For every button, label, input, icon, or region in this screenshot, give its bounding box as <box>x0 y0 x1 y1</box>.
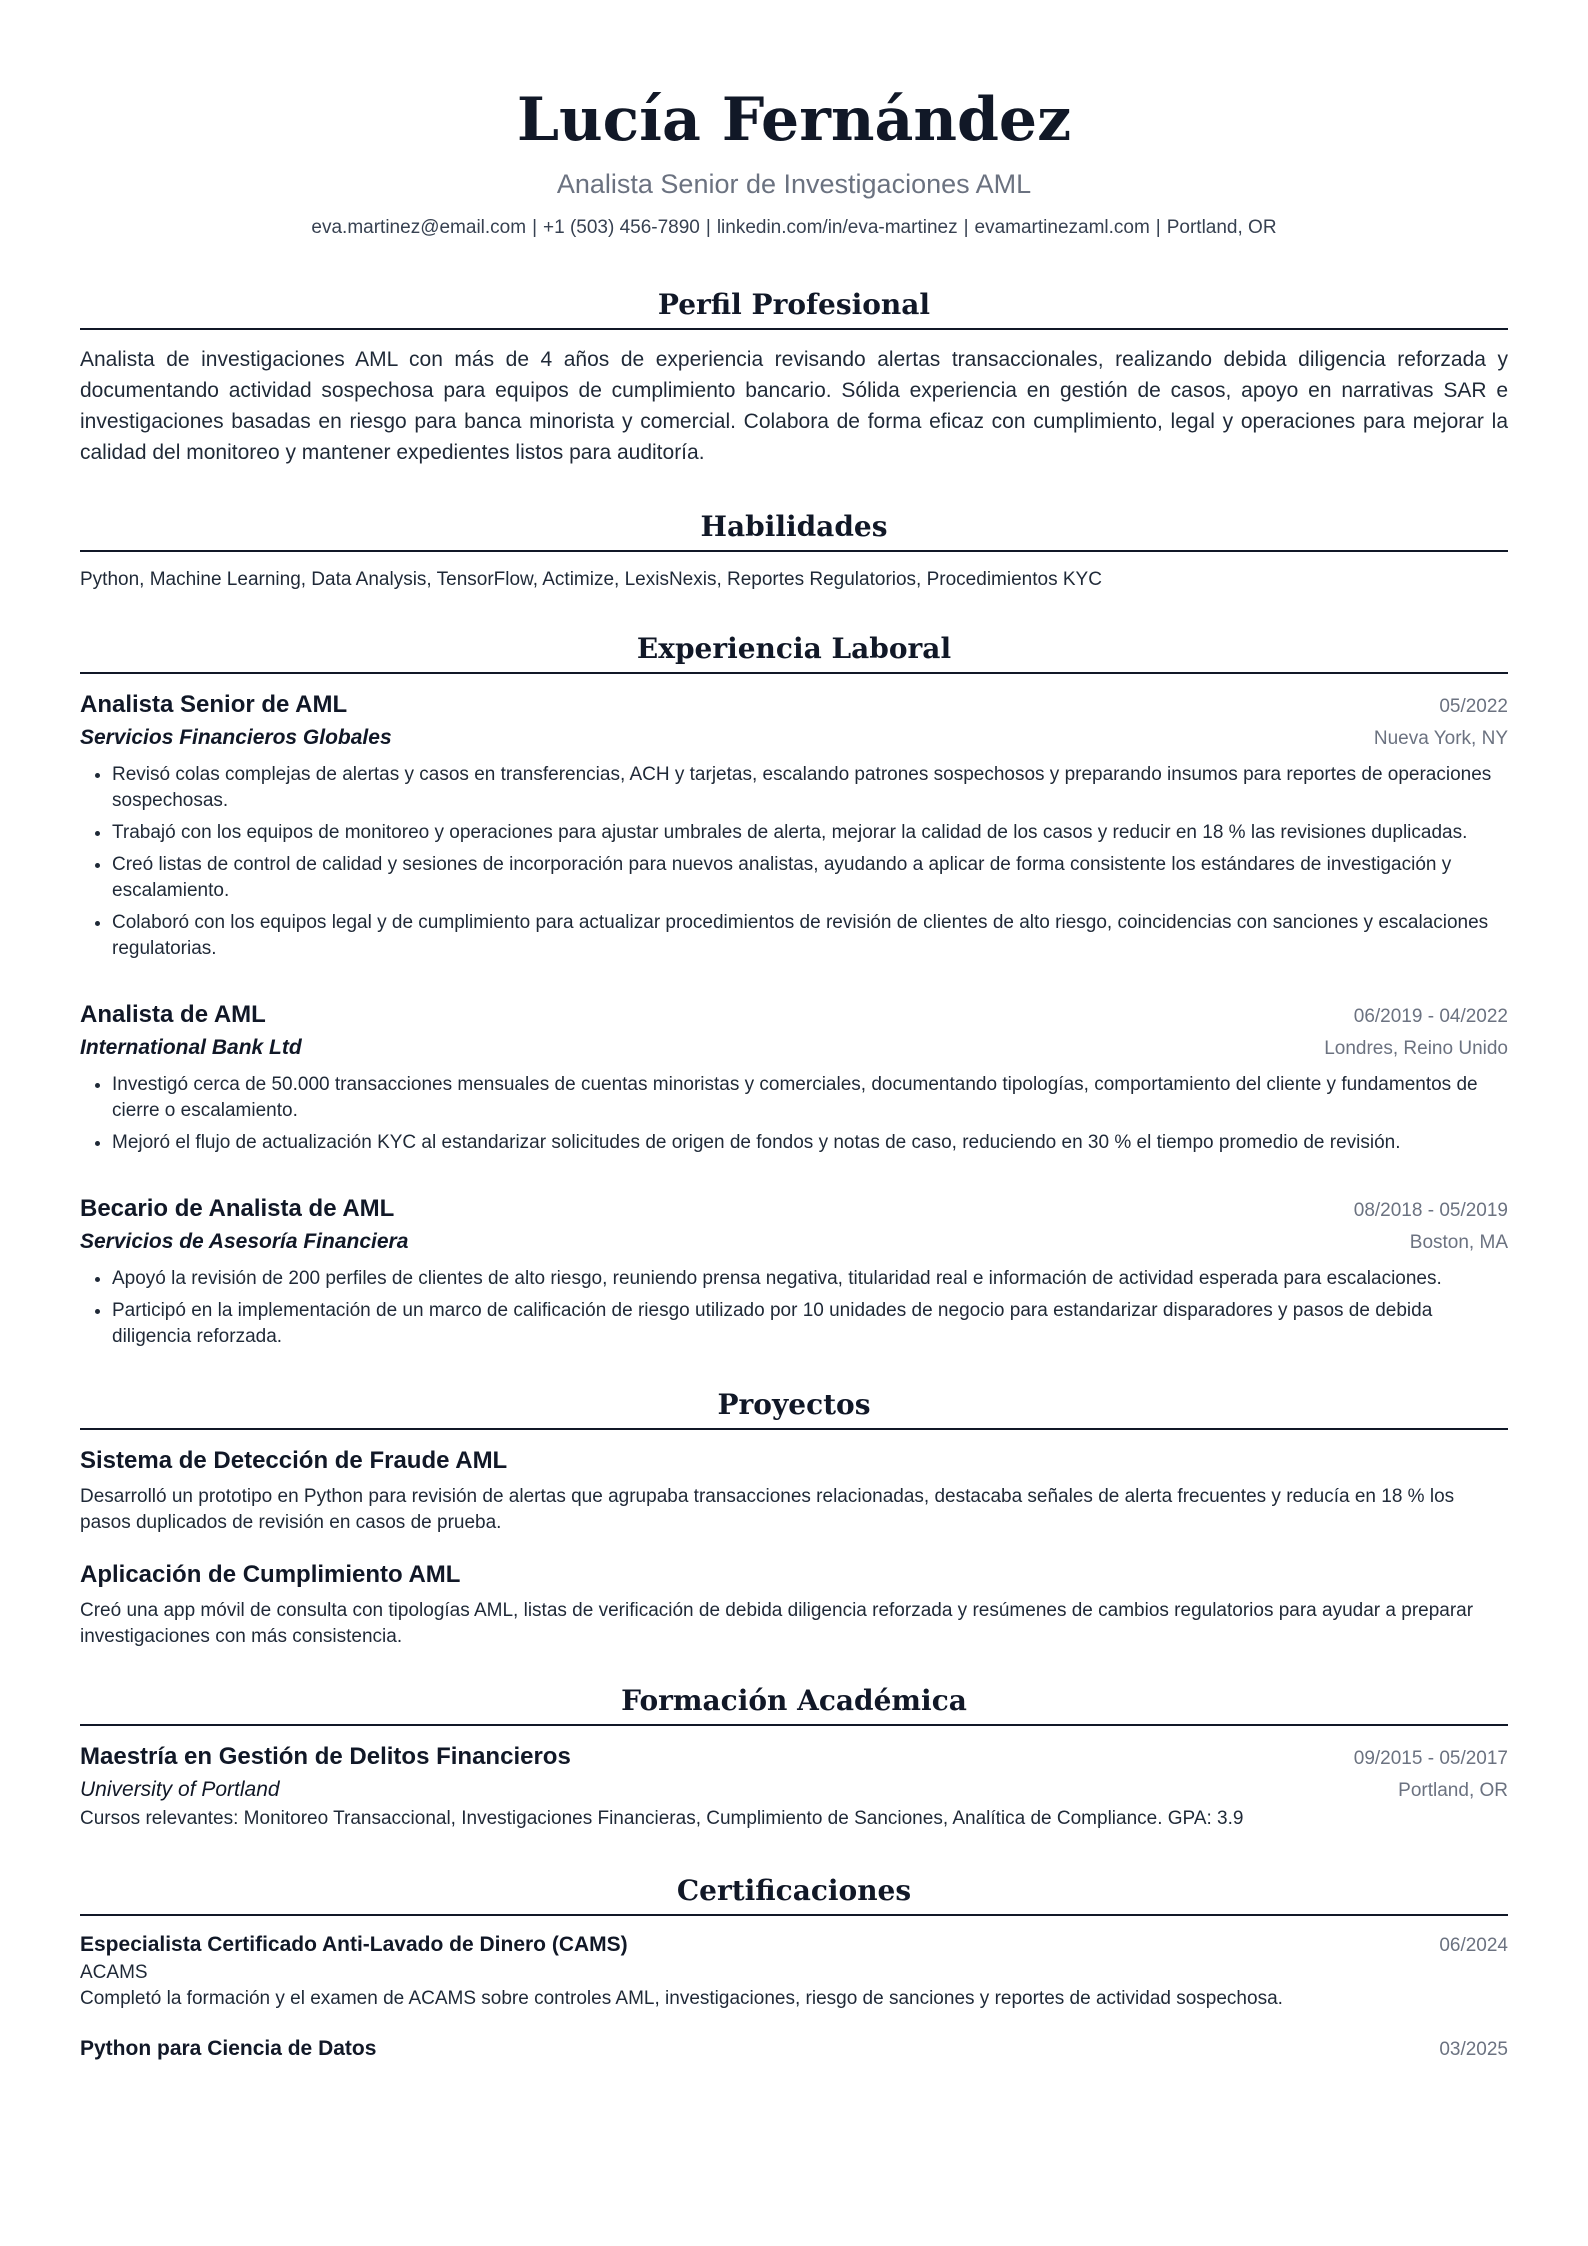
job-location: Nueva York, NY <box>1373 728 1508 749</box>
section-heading-skills: Habilidades <box>80 508 1508 552</box>
job-bullets <box>80 1072 1508 1156</box>
contact-email[interactable]: eva.martinez@email.com <box>311 217 527 238</box>
job-bullet: • Mejoró el flujo de actualización KYC al estandarizar solicitudes de origen de fondos y notas de caso, reduciendo en 30 % el tiempo promedio de revisión. <box>112 1130 1508 1156</box>
certification-date: 03/2025 <box>1439 2039 1508 2060</box>
job-bullets <box>80 1266 1508 1350</box>
job-bullets <box>80 762 1508 962</box>
resume-header <box>80 0 1508 242</box>
projects-section <box>80 1386 1508 1650</box>
education-degree: Maestría en Gestión de Delitos Financieros <box>80 1743 571 1770</box>
contact-separator: | <box>532 217 537 238</box>
job-location: Boston, MA <box>1409 1232 1508 1253</box>
project-entry <box>80 1444 1508 1536</box>
certification-title: Especialista Certificado Anti-Lavado de Dinero (CAMS) <box>80 1933 628 1956</box>
certification-title: Python para Ciencia de Datos <box>80 2037 377 2060</box>
education-section <box>80 1682 1508 1832</box>
job-bullet: • Apoyó la revisión de 200 perfiles de clientes de alto riesgo, reuniendo prensa negativa, titularidad real e información de actividad esperada para escalaciones. <box>112 1266 1508 1292</box>
project-title: Aplicación de Cumplimiento AML <box>80 1561 461 1588</box>
job-entry <box>80 998 1508 1156</box>
section-heading-summary: Perfil Profesional <box>80 286 1508 330</box>
section-heading-projects: Proyectos <box>80 1386 1508 1430</box>
job-bullet: • Creó listas de control de calidad y sesiones de incorporación para nuevos analistas, ayudando a aplicar de forma consistente los estándares de investigación y escalamiento. <box>112 852 1508 904</box>
job-bullet: • Trabajó con los equipos de monitoreo y operaciones para ajustar umbrales de alerta, mejorar la calidad de los casos y reducir en 18 % las revisiones duplicadas. <box>112 820 1508 846</box>
job-entry <box>80 1192 1508 1350</box>
certification-entry <box>80 1930 1508 2012</box>
job-title: Analista de AML <box>80 1001 266 1028</box>
job-company: Servicios Financieros Globales <box>80 726 392 749</box>
certification-entry <box>80 2034 1508 2064</box>
education-school: University of Portland <box>80 1778 280 1801</box>
job-title: Becario de Analista de AML <box>80 1195 395 1222</box>
candidate-name: Lucía Fernández <box>516 85 1072 155</box>
education-location: Portland, OR <box>1398 1780 1508 1801</box>
certification-issuer: ACAMS <box>80 1962 148 1983</box>
skills-section <box>80 508 1508 594</box>
contact-separator: | <box>705 217 711 238</box>
summary-text: Analista de investigaciones AML con más de 4 años de experiencia revisando alertas transaccionales, realizando debida diligencia reforzada y documentando actividad sospechosa para equipos de cumplimiento bancario. Sólida experiencia en gestión de casos, apoyo en narrativas SAR e investigaciones basadas en riesgo para banca minorista y comercial. Colabora de forma eficaz con cumplimiento, legal y operaciones para mejorar la calidad del monitoreo y mantener expedientes listos para auditoría. <box>80 348 1508 464</box>
job-date: 06/2019 - 04/2022 <box>1353 1006 1508 1027</box>
contact-separator: | <box>1155 217 1161 238</box>
job-company: International Bank Ltd <box>80 1036 302 1059</box>
job-bullet: • Revisó colas complejas de alertas y casos en transferencias, ACH y tarjetas, escalando patrones sospechosos y preparando insumos para reportes de operaciones sospechosas. <box>112 762 1508 814</box>
education-date: 09/2015 - 05/2017 <box>1353 1748 1508 1769</box>
job-date: 05/2022 <box>1439 696 1508 717</box>
job-entry <box>80 688 1508 962</box>
project-entry <box>80 1558 1508 1650</box>
job-location: Londres, Reino Unido <box>1324 1038 1508 1059</box>
contact-separator: | <box>963 217 969 238</box>
certifications-section <box>80 1872 1508 2064</box>
project-description: Creó una app móvil de consulta con tipologías AML, listas de verificación de debida diligencia reforzada y resúmenes de cambios regulatorios para ayudar a preparar investigaciones con más consistencia. <box>80 1600 1474 1647</box>
project-description: Desarrolló un prototipo en Python para revisión de alertas que agrupaba transacciones relacionadas, destacaba señales de alerta frecuentes y reducía en 18 % los pasos duplicados de revisión en casos de prueba. <box>80 1486 1455 1533</box>
certification-description: Completó la formación y el examen de ACAMS sobre controles AML, investigaciones, riesgo de sanciones y reportes de actividad sospechosa. <box>80 1988 1283 2009</box>
candidate-title: Analista Senior de Investigaciones AML <box>556 169 1032 199</box>
certification-date: 06/2024 <box>1439 1935 1508 1956</box>
contact-linkedin[interactable]: linkedin.com/in/eva-martinez <box>716 217 958 238</box>
job-bullet: • Participó en la implementación de un marco de calificación de riesgo utilizado por 10 unidades de negocio para estandarizar disparadores y pasos de debida diligencia reforzada. <box>112 1298 1508 1350</box>
experience-section <box>80 630 1508 1350</box>
education-details: Cursos relevantes: Monitoreo Transaccional, Investigaciones Financieras, Cumplimiento de Sanciones, Analítica de Compliance. GPA: 3.9 <box>80 1808 1244 1829</box>
section-heading-education: Formación Académica <box>80 1682 1508 1726</box>
summary-section <box>80 286 1508 468</box>
section-heading-experience: Experiencia Laboral <box>80 630 1508 674</box>
project-title: Sistema de Detección de Fraude AML <box>80 1447 508 1474</box>
contact-location: Portland, OR <box>1166 217 1277 238</box>
section-heading-certifications: Certificaciones <box>80 1872 1508 1916</box>
job-title: Analista Senior de AML <box>80 691 348 718</box>
contact-phone[interactable]: +1 (503) 456-7890 <box>543 217 700 238</box>
skills-text: Python, Machine Learning, Data Analysis, TensorFlow, Actimize, LexisNexis, Reportes Regulatorios, Procedimientos KYC <box>80 569 1102 590</box>
job-company: Servicios de Asesoría Financiera <box>80 1230 409 1253</box>
contact-website[interactable]: evamartinezaml.com <box>974 217 1150 238</box>
job-bullet: • Investigó cerca de 50.000 transacciones mensuales de cuentas minoristas y comerciales, documentando tipologías, comportamiento del cliente y fundamentos de cierre o escalamiento. <box>112 1072 1508 1124</box>
contact-line <box>80 214 1508 242</box>
job-date: 08/2018 - 05/2019 <box>1353 1200 1508 1221</box>
job-bullet: • Colaboró con los equipos legal y de cumplimiento para actualizar procedimientos de revisión de clientes de alto riesgo, coincidencias con sanciones y escalaciones regulatorias. <box>112 910 1508 962</box>
